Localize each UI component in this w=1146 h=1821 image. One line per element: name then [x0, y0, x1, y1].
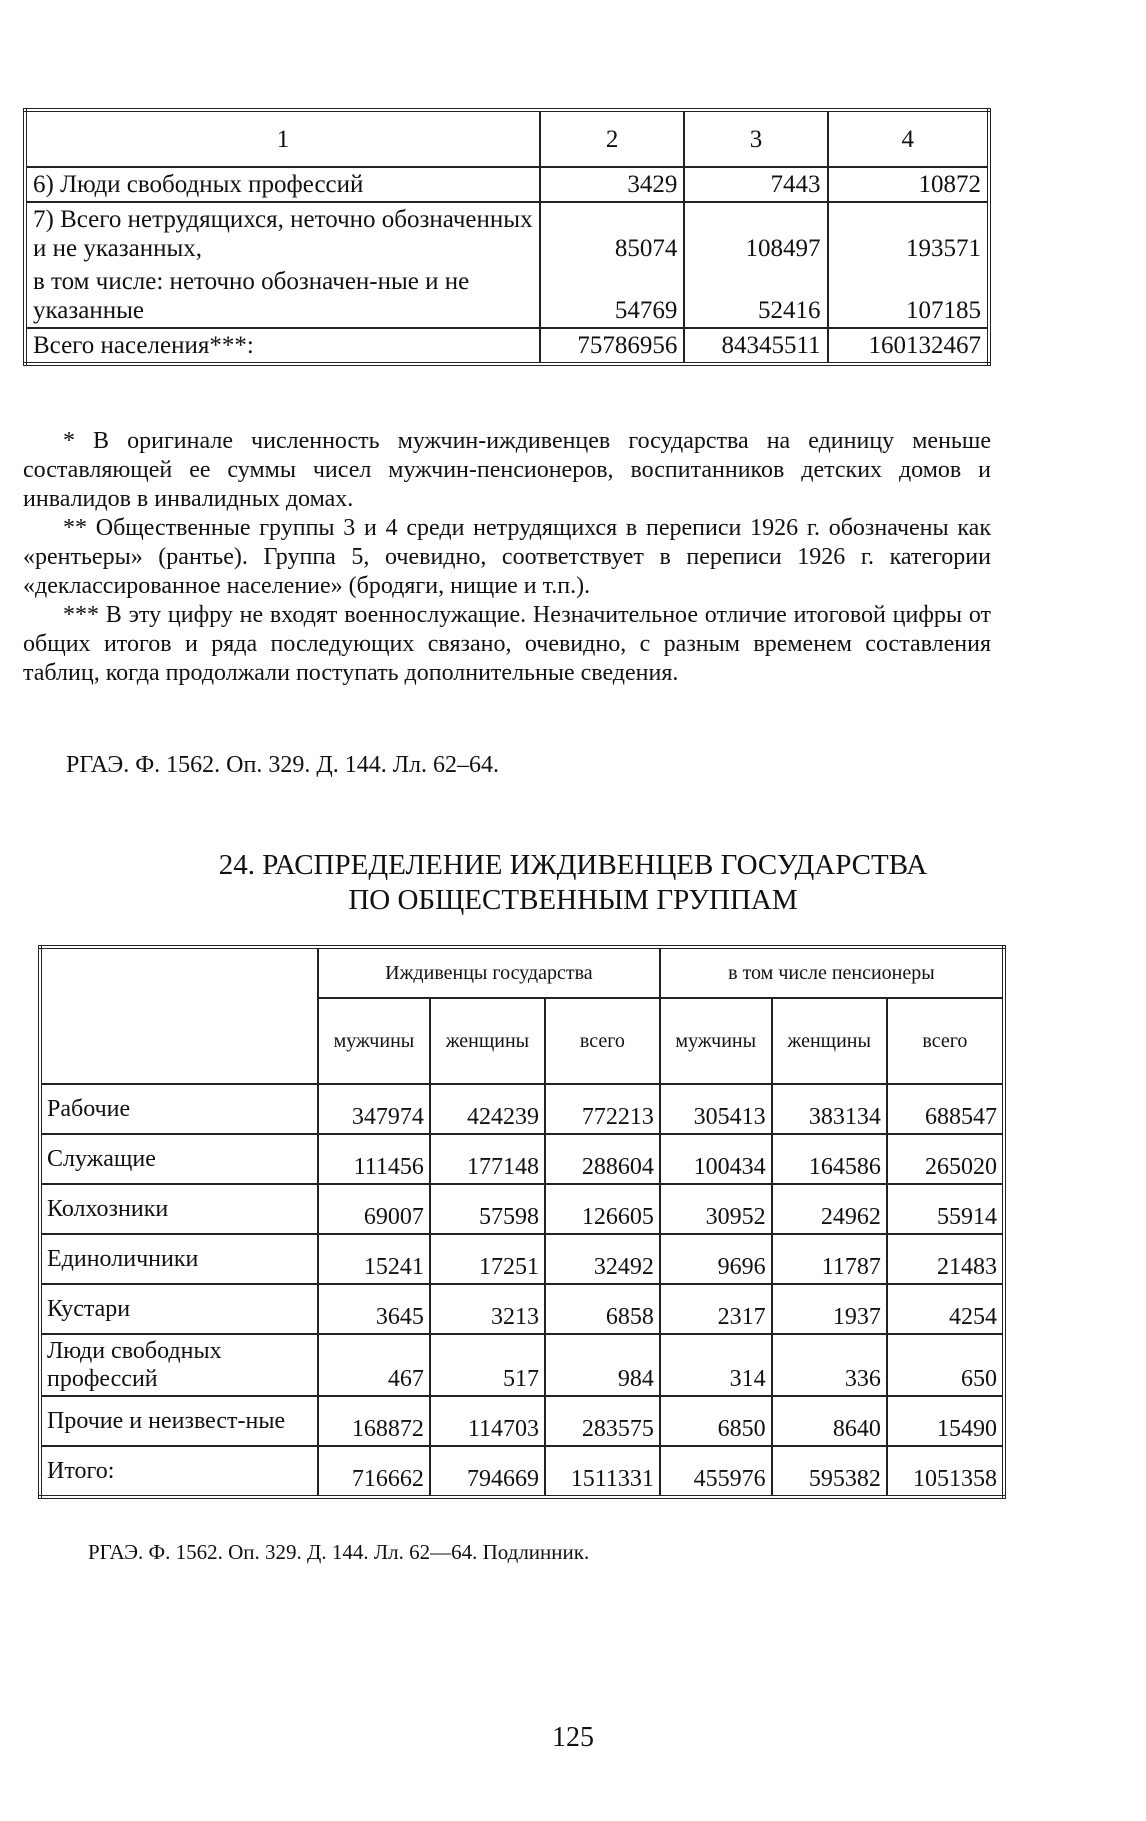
cell: 772213 — [545, 1084, 660, 1134]
column-header: женщины — [430, 998, 545, 1084]
column-header: всего — [545, 998, 660, 1084]
cell: 75786956 — [540, 328, 684, 364]
cell: 100434 — [660, 1134, 772, 1184]
cell: 650 — [887, 1334, 1004, 1396]
col-number: 1 — [25, 110, 540, 167]
group-header: в том числе пенсионеры — [660, 947, 1004, 998]
group-header: Иждивенцы государства — [318, 947, 660, 998]
source-reference: РГАЭ. Ф. 1562. Оп. 329. Д. 144. Лл. 62—64. Подлинник. — [88, 1540, 590, 1564]
cell: 1051358 — [887, 1446, 1004, 1497]
cell: 84345511 — [684, 328, 827, 364]
cell: 193571 — [828, 202, 989, 265]
footnote: * В оригинале численность мужчин-иждивенцев государства на единицу меньше составляющей ее суммы чисел мужчин-пенсионеров, воспитанников детских домов и инвалидов в инвалидных домах. — [23, 428, 991, 512]
row-label: Всего населения***: — [25, 328, 540, 364]
table-row — [40, 1334, 1004, 1396]
cell: 794669 — [430, 1446, 545, 1497]
cell: 688547 — [887, 1084, 1004, 1134]
col-number: 4 — [828, 110, 989, 167]
table-row — [25, 328, 989, 364]
cell: 288604 — [545, 1134, 660, 1184]
row-label: Итого: — [40, 1446, 318, 1497]
cell: 160132467 — [828, 328, 989, 364]
cell: 6858 — [545, 1284, 660, 1334]
cell: 168872 — [318, 1396, 430, 1446]
table-row — [40, 1234, 1004, 1284]
cell: 17251 — [430, 1234, 545, 1284]
table-row — [40, 1084, 1004, 1134]
cell: 1511331 — [545, 1446, 660, 1497]
column-header: мужчины — [660, 998, 772, 1084]
cell: 467 — [318, 1334, 430, 1396]
cell: 126605 — [545, 1184, 660, 1234]
cell: 1937 — [772, 1284, 887, 1334]
row-label: 6) Люди свободных профессий — [25, 167, 540, 202]
cell: 283575 — [545, 1396, 660, 1446]
cell: 305413 — [660, 1084, 772, 1134]
cell: 107185 — [828, 265, 989, 328]
row-label: Единоличники — [40, 1234, 318, 1284]
column-header: мужчины — [318, 998, 430, 1084]
cell: 3429 — [540, 167, 684, 202]
population-table-continuation — [23, 108, 991, 366]
cell: 30952 — [660, 1184, 772, 1234]
cell: 336 — [772, 1334, 887, 1396]
cell: 265020 — [887, 1134, 1004, 1184]
cell: 164586 — [772, 1134, 887, 1184]
cell: 455976 — [660, 1446, 772, 1497]
cell: 15490 — [887, 1396, 1004, 1446]
cell: 3645 — [318, 1284, 430, 1334]
cell: 424239 — [430, 1084, 545, 1134]
source-reference: РГАЭ. Ф. 1562. Оп. 329. Д. 144. Лл. 62–64. — [66, 752, 499, 778]
page-number: 125 — [552, 1722, 594, 1753]
cell: 314 — [660, 1334, 772, 1396]
cell: 177148 — [430, 1134, 545, 1184]
cell: 32492 — [545, 1234, 660, 1284]
row-label: Рабочие — [40, 1084, 318, 1134]
row-label: 7) Всего нетрудящихся, неточно обозначенных и не указанных, — [25, 202, 540, 265]
cell: 2317 — [660, 1284, 772, 1334]
column-number-row — [25, 110, 989, 167]
cell: 517 — [430, 1334, 545, 1396]
cell: 85074 — [540, 202, 684, 265]
cell: 11787 — [772, 1234, 887, 1284]
cell: 55914 — [887, 1184, 1004, 1234]
footnote: *** В эту цифру не входят военнослужащие. Незначительное отличие итоговой цифры от общих итогов и ряда последующих связано, очевидно, с разным временем составления таблиц, когда продолжали поступать дополнительные сведения. — [23, 602, 991, 686]
table-row — [25, 265, 989, 328]
cell: 54769 — [540, 265, 684, 328]
column-header: всего — [887, 998, 1004, 1084]
col-number: 2 — [540, 110, 684, 167]
row-label: Прочие и неизвест-ные — [40, 1396, 318, 1446]
column-header: женщины — [772, 998, 887, 1084]
section-title-line2: ПО ОБЩЕСТВЕННЫМ ГРУППАМ — [348, 884, 798, 916]
table-row — [40, 1284, 1004, 1334]
col-number: 3 — [684, 110, 827, 167]
cell: 9696 — [660, 1234, 772, 1284]
cell: 7443 — [684, 167, 827, 202]
corner-cell — [40, 947, 318, 1084]
table-row — [40, 1184, 1004, 1234]
cell: 6850 — [660, 1396, 772, 1446]
table-row — [40, 1396, 1004, 1446]
footnote: ** Общественные группы 3 и 4 среди нетрудящихся в переписи 1926 г. обозначены как «рентьеры» (рантье). Группа 5, очевидно, соответствует в переписи 1926 г. категории «деклассированное население» (бродяги, нищие и т.п.). — [23, 515, 991, 599]
cell: 984 — [545, 1334, 660, 1396]
table-row — [25, 167, 989, 202]
cell: 52416 — [684, 265, 827, 328]
cell: 21483 — [887, 1234, 1004, 1284]
cell: 3213 — [430, 1284, 545, 1334]
row-label: Колхозники — [40, 1184, 318, 1234]
cell: 24962 — [772, 1184, 887, 1234]
cell: 111456 — [318, 1134, 430, 1184]
cell: 595382 — [772, 1446, 887, 1497]
section-title: 24. РАСПРЕДЕЛЕНИЕ ИЖДИВЕНЦЕВ ГОСУДАРСТВА — [218, 849, 928, 881]
cell: 10872 — [828, 167, 989, 202]
table-row — [40, 1134, 1004, 1184]
row-label: в том числе: неточно обозначен-ные и не указанные — [25, 265, 540, 328]
row-label: Люди свободных профессий — [40, 1334, 318, 1396]
cell: 383134 — [772, 1084, 887, 1134]
cell: 57598 — [430, 1184, 545, 1234]
footnotes — [23, 427, 991, 688]
cell: 716662 — [318, 1446, 430, 1497]
table-row — [25, 202, 989, 265]
cell: 114703 — [430, 1396, 545, 1446]
dependents-table — [38, 945, 1006, 1499]
group-header-row — [40, 947, 1004, 998]
row-label: Кустари — [40, 1284, 318, 1334]
cell: 347974 — [318, 1084, 430, 1134]
cell: 4254 — [887, 1284, 1004, 1334]
cell: 69007 — [318, 1184, 430, 1234]
cell: 15241 — [318, 1234, 430, 1284]
cell: 8640 — [772, 1396, 887, 1446]
table-row — [40, 1446, 1004, 1497]
cell: 108497 — [684, 202, 827, 265]
row-label: Служащие — [40, 1134, 318, 1184]
